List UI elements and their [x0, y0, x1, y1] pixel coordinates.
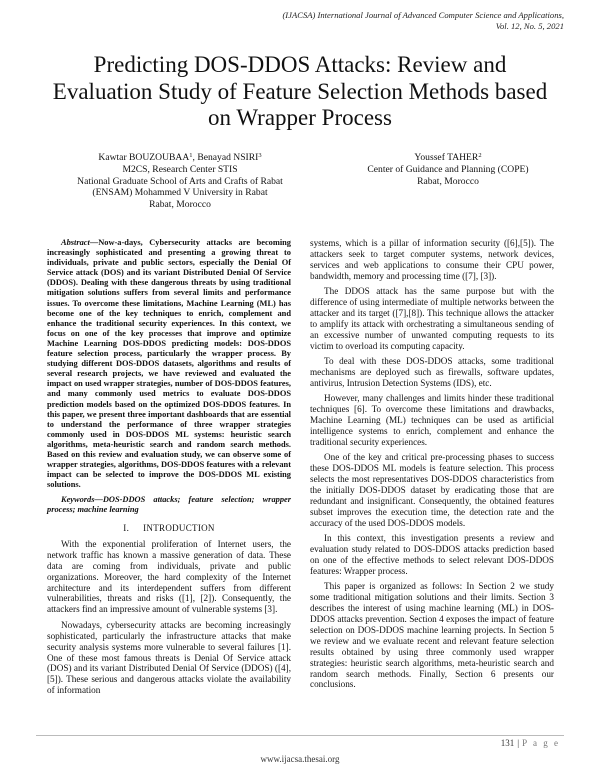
paragraph: In this context, this investigation presents a review and evaluation study related to DOS-DDOS attacks prediction based on one of the effective methods to select relevant DOS-DDOS features: Wrapper process. — [310, 533, 554, 576]
paragraph: With the exponential proliferation of Internet users, the network traffic has known a massive generation of data. These data are coming from individuals, private and public organizations. Moreover, the hard complexity of the Internet architecture and its interdependent suffers from different vulnerabilities, threats and risks ([1], [2]). Consequently, the attackers find an impressive amount of vulnerable systems [3]. — [47, 538, 291, 615]
author-names-right — [348, 152, 548, 164]
abstract-lead: Abstract — [61, 238, 90, 247]
affiliation-line: Rabat, Morocco — [417, 175, 479, 187]
section-title: INTRODUCTION — [143, 523, 215, 534]
title-line-3: on Wrapper Process — [208, 105, 392, 130]
page-word: P a g e — [522, 738, 560, 748]
title-line-2: Evaluation Study of Feature Selection Methods based — [52, 78, 548, 104]
page-number — [501, 738, 560, 748]
right-column — [310, 238, 554, 695]
section-number: I. — [123, 523, 130, 534]
author-separator: , — [192, 152, 198, 163]
title-line-1: Predicting DOS-DDOS Attacks: Review and — [93, 52, 507, 77]
journal-volume: Vol. 12, No. 5, 2021 — [495, 21, 564, 31]
section-heading — [47, 523, 291, 534]
footer-url[interactable]: www.ijacsa.thesai.org — [260, 754, 340, 764]
author-sup-3: 2 — [478, 152, 482, 159]
author-name-3: Youssef TAHER — [414, 152, 479, 163]
affiliation-line: Rabat, Morocco — [149, 199, 211, 211]
paper-title — [40, 52, 560, 132]
paragraph: The DDOS attack has the same purpose but with the difference of using intermediate of multiple networks between the attacker and its target ([7],[8]). This technique allows the attacker to amplify its attack with orchestrating a simultaneous sending of an excessive number of unwanted computing requests to its victim to overload its computing capacity. — [310, 286, 554, 351]
author-sup-2: 3 — [258, 152, 262, 159]
author-sup-1: 1 — [189, 152, 193, 159]
page-number-value: 131 — [500, 738, 515, 748]
abstract — [47, 238, 291, 490]
paragraph: However, many challenges and limits hinder these traditional techniques [6]. To overcome these limitations and drawbacks, Machine Learning (ML) techniques can be used as artificial intelligence systems to enrich, complement and enhance the traditional security experiences. — [310, 393, 554, 447]
author-names-left — [40, 152, 320, 164]
footer-divider — [36, 735, 564, 736]
page-separator: | — [517, 738, 520, 748]
affiliation-line: Center of Guidance and Planning (COPE) — [367, 163, 529, 175]
author-group-left — [40, 152, 320, 211]
left-column — [47, 238, 291, 701]
affiliation-line: M2CS, Research Center STIS — [122, 163, 238, 175]
journal-header — [144, 10, 564, 32]
paragraph: Nowadays, cybersecurity attacks are becoming increasingly sophisticated, particularly the infrastructure attacks that make security analysis systems more vulnerable to several failures [1]. One of these most famous threats is Denial Of Service attack (DOS) and its variant Distributed Denial Of Service (DDOS) ([4],[5]). These serious and dangerous attacks violate the availability of information — [47, 619, 291, 696]
paragraph: To deal with these DOS-DDOS attacks, some traditional mechanisms are deployed such as firewalls, software updates, antivirus, Intrusion Detection Systems (IDS), etc. — [310, 356, 554, 388]
paragraph: This paper is organized as follows: In Section 2 we study some traditional mitigation solutions and their limits. Section 3 describes the interest of using machine learning (ML) in DOS- DDOS attacks prevention. Section 4 exposes the impact of feature selection on DOS-DDOS machine learning projects. In Section 5 we review and we evaluate recent and relevant feature selection results obtained by using three commonly used wrapper strategies: heuristic search algorithms, meta-heuristic search and random search methods. Finally, Section 6 presents our conclusions. — [310, 581, 554, 690]
keywords: Keywords—DOS-DDOS attacks; feature selection; wrapper process; machine learning — [47, 494, 291, 514]
affiliation-line: (ENSAM) Mohammed V University in Rabat — [92, 187, 268, 199]
author-name-1: Kawtar BOUZOUBAA — [98, 152, 190, 163]
author-name-2: Benayad NSIRI — [197, 152, 259, 163]
journal-name: (IJACSA) International Journal of Advanced Computer Science and Applications, — [282, 10, 564, 20]
paragraph: systems, which is a pillar of information security ([6],[5]). The attackers seek to target computer systems, network devices, services and web applications to consume their CPU power, bandwidth, memory and processing time ([7], [3]). — [310, 238, 554, 281]
abstract-body: —Now-a-days, Cybersecurity attacks are becoming increasingly sophisticated and presenting a growing threat to individuals, private and public sectors, especially the Denial Of Service attack (DOS) and its variant Distributed Denial Of Service (DDOS). Dealing with these dangerous threats by using traditional mitigation solutions suffers from several limits and performance issues. To overcome these limitations, Machine Learning (ML) has become one of the key techniques to enrich, complement and enhance the traditional security experiences. In this context, we focus on one of the key processes that improve and optimize Machine Learning DOS-DDOS predicting models: DOS-DDOS feature selection process, particularly the wrapper process. By studying different DOS-DDOS datasets, algorithms and results of several research projects, we have reviewed and evaluated the impact on used wrapper strategies, number of DOS-DDOS features, and many commonly used metrics to evaluate DOS-DDOS prediction models based on the optimized DOS-DDOS features. In this paper, we present three important dashboards that are essential to understand the performance of three wrapper strategies commonly used in DOS-DDOS ML systems: heuristic search algorithms, meta-heuristic search and random search methods. Based on this review and evaluation study, we can observe some of wrapper strategies, algorithms, DOS-DDOS features with a relevant impact can be selected to improve the DOS-DDOS ML existing solutions. — [47, 238, 291, 490]
affiliation-line: National Graduate School of Arts and Crafts of Rabat — [77, 175, 283, 187]
author-group-right — [348, 152, 548, 187]
paragraph: One of the key and critical pre-processing phases to success these DOS-DDOS ML models is feature selection. This process selects the most representatives DOS-DDOS characteristics from the initially DOS-DDOS dataset by eradicating those that are redundant and insignificant. Consequently, the obtained features subset improves the execution time, the detection rate and the accuracy of the used DOS-DDOS models. — [310, 452, 554, 528]
